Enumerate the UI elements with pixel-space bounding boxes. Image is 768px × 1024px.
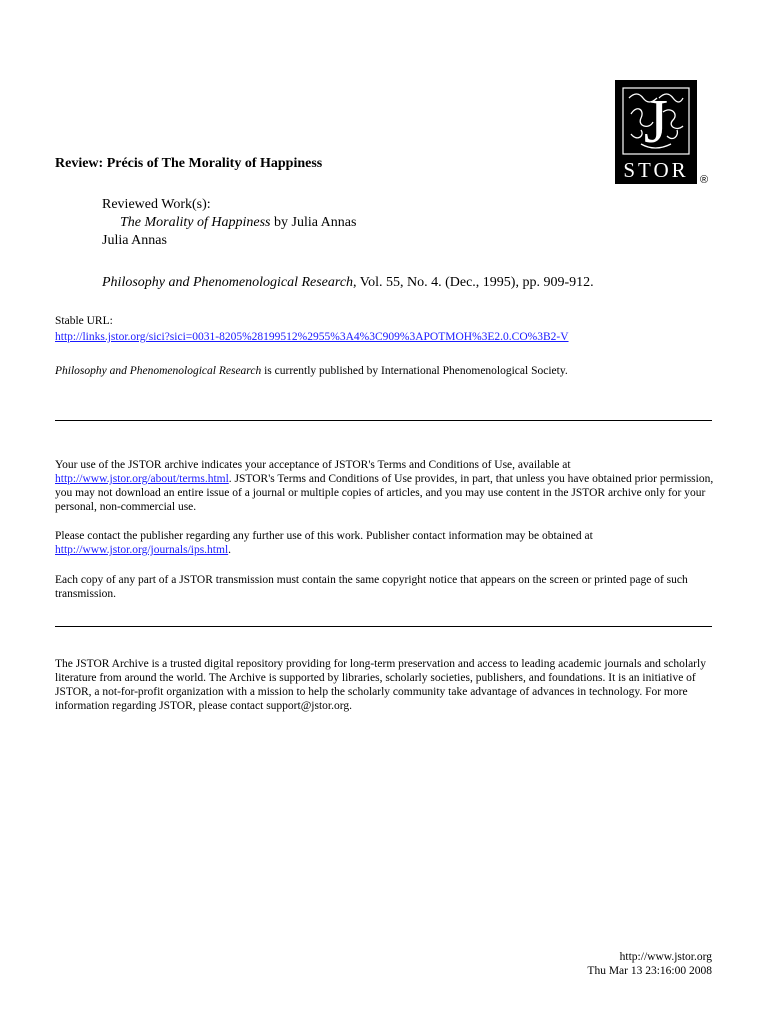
reviewed-label: Reviewed Work(s): <box>102 197 211 212</box>
publisher-contact-link[interactable]: http://www.jstor.org/journals/ips.html <box>55 544 229 556</box>
stable-url-block <box>55 313 569 345</box>
footer-url: http://www.jstor.org <box>619 951 712 963</box>
about-paragraph: The JSTOR Archive is a trusted digital repository providing for long-term preservation and access to leading academic journals and scholarly literature from around the world. The Archive is supported by libraries, scholarly societies, publishers, and foundations. It is an initiative of JSTOR, a not-for-profit organization with a mission to help the scholarly community take advantage of advances in technology. For more information regarding JSTOR, please contact support@jstor.org. <box>55 658 706 712</box>
terms-text-b: . JSTOR's Terms and Conditions of Use provides, in part, that unless you have obtained prior permission, you may not download an entire issue of a journal or multiple copies of articles, and you may use content in the JSTOR archive only for your personal, non-commercial use. <box>55 473 714 513</box>
work-by: by Julia Annas <box>270 215 357 230</box>
reviewed-work <box>102 214 356 232</box>
citation-details: , Vol. 55, No. 4. (Dec., 1995), pp. 909-912. <box>353 275 594 290</box>
divider <box>55 420 712 421</box>
reviewed-works <box>102 196 356 250</box>
citation <box>102 275 594 291</box>
contact-text-a: Please contact the publisher regarding any further use of this work. Publisher contact information may be obtained at <box>55 530 593 542</box>
publisher-journal: Philosophy and Phenomenological Research <box>55 365 262 377</box>
divider <box>55 626 712 627</box>
jstor-logo <box>615 80 697 184</box>
contact-paragraph <box>55 529 715 557</box>
article-title: Review: Précis of The Morality of Happiness <box>55 156 323 171</box>
terms-link[interactable]: http://www.jstor.org/about/terms.html <box>55 473 229 485</box>
terms-text-a: Your use of the JSTOR archive indicates your acceptance of JSTOR's Terms and Conditions of Use, available at <box>55 459 571 471</box>
reviewed-author: Julia Annas <box>102 233 167 248</box>
work-title: The Morality of Happiness <box>120 215 271 230</box>
terms-paragraph <box>55 458 715 514</box>
footer <box>587 950 712 978</box>
publisher-text: is currently published by International Phenomenological Society. <box>261 365 568 377</box>
publisher-note <box>55 365 568 377</box>
jstor-ornament-icon <box>619 84 693 158</box>
journal-name: Philosophy and Phenomenological Research <box>102 275 354 290</box>
copyright-paragraph: Each copy of any part of a JSTOR transmission must contain the same copyright notice that appears on the screen or printed page of such transmission. <box>55 574 688 600</box>
registered-mark: ® <box>700 174 709 186</box>
footer-timestamp: Thu Mar 13 23:16:00 2008 <box>587 965 712 977</box>
stable-url-label: Stable URL: <box>55 315 113 327</box>
jstor-logo-text: STOR <box>623 158 689 182</box>
stable-url-link[interactable]: http://links.jstor.org/sici?sici=0031-8205%28199512%2955%3A4%3C909%3APOTMOH%3E2.0.CO%3B2-V <box>55 331 569 343</box>
svg-text:J: J <box>643 88 669 156</box>
contact-text-b: . <box>228 544 232 556</box>
